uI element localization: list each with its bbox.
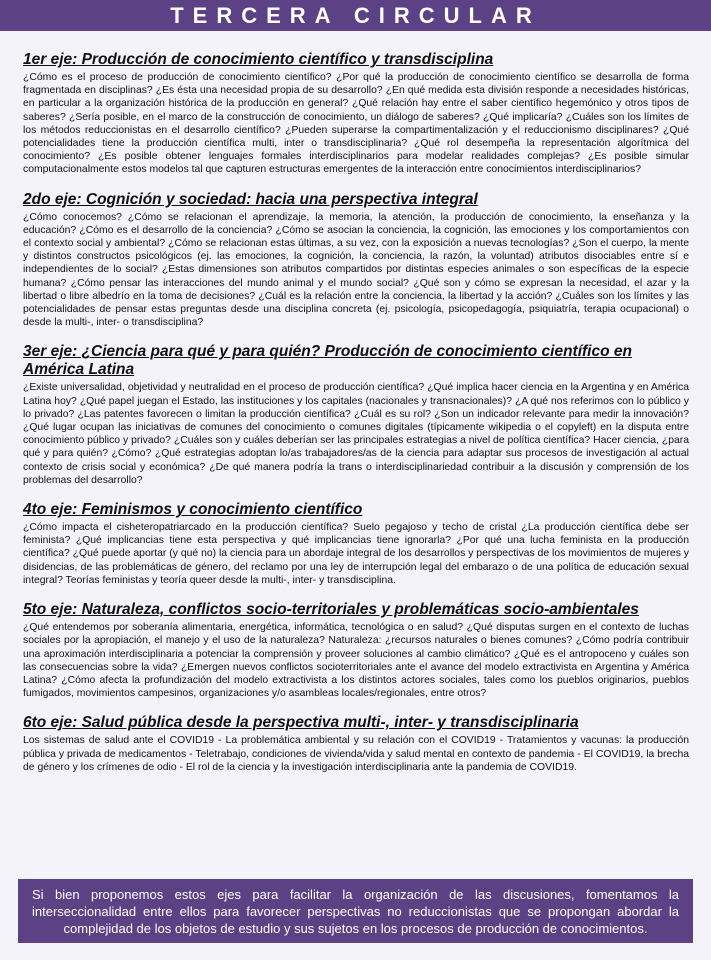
axis-section-6 [23, 714, 689, 774]
axis-title-6: 6to eje: Salud pública desde la perspectiva multi-, inter- y transdisciplinaria [23, 714, 579, 732]
axis-body-5: ¿Qué entendemos por soberanía alimentaria, energética, informática, tecnológica o en salud? ¿Qué disputas surgen en el contexto de luchas sociales por la apropiación, el manejo y el uso de la naturaleza? Naturaleza: ¿recursos naturales o bienes comunes? ¿Cómo podría contribuir una aproximación interdisciplinaria a potenciar la comprensión y proveer soluciones al cambio climático? ¿Qué es el antropoceno y cuáles son las consecuencias sobre la vida? ¿Emergen nuevos conflictos socioterritoriales ante el avance del modelo extractivista en Argentina y América Latina? ¿Cómo afecta la profundización del modelo extractivista a los distintos actores sociales, tales como los pueblos originarios, pueblos fumigados, movimientos campesinos, organizaciones y/o asambleas locales/regionales, entre otros? [23, 622, 689, 700]
axis-section-4 [23, 501, 689, 587]
axis-body-4: ¿Cómo impacta el cisheteropatriarcado en la producción científica? Suelo pegajoso y techo de cristal ¿La producción científica debe ser feminista? ¿Qué implicancias tiene esta perspectiva y qué implicancias tiene ignorarla? ¿Por qué una lucha feminista en la producción científica? ¿Qué puede aportar (y qué no) la ciencia para un abordaje integral de los desarrollos y perspectivas de los movimientos de mujeres y disidencias, de las problemáticas de género, del reclamo por una ley de interrupción legal del embarazo o de una política de educación sexual integral? Teorías feministas y teoría queer desde la multi-, inter- y transdisciplina. [23, 522, 689, 586]
axis-body-1: ¿Cómo es el proceso de producción de conocimiento científico? ¿Por qué la producción de conocimiento científico se desarrolla de forma fragmentada en disciplinas? ¿Es ésta una necesidad propia de su desarrollo? ¿En qué medida esta división responde a necesidades históricas, en particular a la organización histórica de la producción en general? ¿Qué relación hay entre el saber científico hegemónico y otros tipos de saberes? ¿Sería posible, en el marco de la construcción de conocimiento, un diálogo de saberes? ¿Qué implicaría? ¿Cuáles son los límites de los métodos reduccionistas en el desarrollo científico? ¿Pueden superarse la compartimentalización y el reduccionismo disciplinares? ¿Qué potencialidades tiene la producción científica multi, inter o transdisciplinaria? ¿Qué rol desempeña la representación algorítmica del conocimiento? ¿Es posible obtener lenguajes formales interdisciplinarios para modelar realidades complejas? ¿Es posible simular computacionalmente estos modelos tal que capturen estructuras emergentes de la interacción entre conocimientos interdisciplinarios? [23, 72, 689, 176]
axis-body-3: ¿Existe universalidad, objetividad y neutralidad en el proceso de producción científica? ¿Qué implica hacer ciencia en la Argentina y en América Latina hoy? ¿Qué papel juegan el Estado, las instituciones y los capitales (nacionales y transnacionales)? ¿A qué nos referimos con lo público y lo privado? ¿Las patentes favorecen o limitan la producción científica? ¿Cuál es su rol? ¿Son un indicador relevante para medir la innovación? ¿Qué lugar ocupan las iniciativas de comunes del conocimiento o comunes digitales (típicamente wikipedia o el copyleft) en la disputa entre conocimiento público y privado? ¿Cuáles son y cuáles deberían ser las principales estrategias a nivel de política científica? Hacer ciencia, ¿para qué y para quién? ¿Cómo? ¿Qué estrategias adoptan lo/as trabajadores/as de la ciencia para adaptar sus procesos de investigación al actual contexto de crisis social y económica? ¿De qué manera podría la trans o interdisciplinariedad contribuir a la discusión y comprensión de los problemas del desarrollo? [23, 382, 689, 486]
axis-body-2: ¿Cómo conocemos? ¿Cómo se relacionan el aprendizaje, la memoria, la atención, la producción de conocimiento, la enseñanza y la educación? ¿Cómo es el desarrollo de la conciencia? ¿Cómo se asocian la conciencia, la cognición, las emociones y los comportamientos con el contexto social y ambiental? ¿Cómo se relacionan estas últimas, a su vez, con la exposición a nuevas tecnologías? ¿Son el cuerpo, la mente y distintos constructos psicológicos (ej. las emociones, la cognición, la conciencia, la razón, la voluntad) atributos disociables entre sí e independientes de lo social? ¿Estas dimensiones son atributos compartidos por distintas especies animales o son específicas de la especie humana? ¿Cómo pensar las interacciones del mundo animal y el mundo social? ¿Qué son y cómo se expresan la necesidad, el azar y la libertad o libre albedrío en la toma de decisiones? ¿Cuál es la relación entre la conciencia, la libertad y la acción? ¿Cuáles son los límites y las potencialidades de pensar estas preguntas desde una disciplina concreta (ej. psicología, psicopedagogía, psiquiatría, terapia ocupacional) o desde la multi-, inter- o transdisciplina? [23, 211, 689, 329]
footer-note-text: Si bien proponemos estos ejes para facilitar la organización de las discusiones, fomentamos la interseccionalidad entre ellos para favorecer perspectivas no reduccionistas que se propongan abordar la complejidad de los objetos de estudio y sus sujetos en los procesos de producción de conocimientos. [32, 886, 679, 936]
axis-section-5 [23, 601, 689, 700]
axis-title-2: 2do eje: Cognición y sociedad: hacia una perspectiva integral [23, 190, 478, 208]
axis-title-3: 3er eje: ¿Ciencia para qué y para quién? Producción de conocimiento científico en América Latina [23, 343, 632, 379]
axes-content [23, 51, 689, 788]
axis-section-3 [23, 343, 689, 487]
page-title: TERCERA CIRCULAR [170, 2, 541, 28]
header-banner [0, 0, 711, 31]
axis-section-2 [23, 191, 689, 330]
axis-section-1 [23, 51, 689, 177]
axis-title-4: 4to eje: Feminismos y conocimiento científico [23, 501, 363, 519]
axis-title-5: 5to eje: Naturaleza, conflictos socio-territoriales y problemáticas socio-ambientales [23, 601, 639, 619]
footer-note-box [18, 879, 693, 943]
axis-title-1: 1er eje: Producción de conocimiento científico y transdisciplina [23, 51, 494, 68]
axis-body-6: Los sistemas de salud ante el COVID19 - La problemática ambiental y su relación con el COVID19 - Tratamientos y vacunas: la producción pública y privada de medicamentos - Teletrabajo, condiciones de vivienda/vida y salud mental en contexto de pandemia - El COVID19, la brecha de género y los crímenes de odio - El rol de la ciencia y la investigación interdisciplinaria ante la pandemia de COVID19. [23, 735, 689, 773]
